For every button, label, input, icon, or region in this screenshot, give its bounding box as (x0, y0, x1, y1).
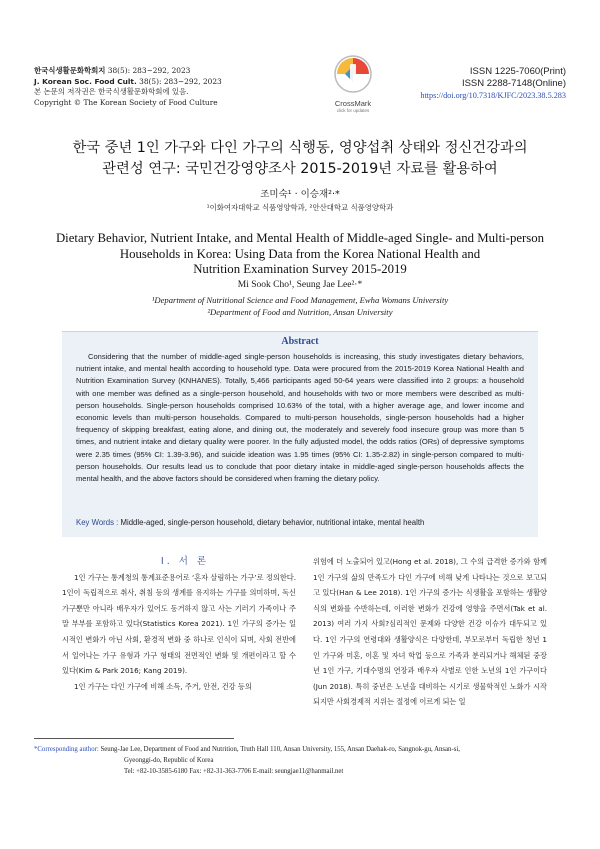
keywords-list: Middle-aged, single-person household, dietary behavior, nutritional intake, mental health (118, 518, 425, 527)
crossmark-icon (333, 54, 373, 94)
title-korean-line-2: 관련성 연구: 국민건강영양조사 2015-2019년 자료를 활용하여 (102, 161, 498, 177)
title-english-line-1: Dietary Behavior, Nutrient Intake, and Mental Health of Middle-aged Single- and Multi-person (55, 231, 545, 245)
corresponding-author-footnote (34, 744, 566, 778)
crossmark-label: CrossMark (334, 99, 372, 108)
footnote-label: *Corresponding author: (34, 746, 99, 753)
footnote-divider (34, 738, 234, 739)
title-english-line-3: Nutrition Examination Survey 2015-2019 (193, 262, 407, 276)
footnote-line-2: Gyeonggi-do, Republic of Korea (124, 757, 214, 765)
copyright-ko: 본 논문의 저작권은 한국식생활문화학회에 있음. (34, 87, 189, 96)
title-english (40, 231, 560, 278)
journal-info (34, 66, 222, 108)
title-english-line-2: Households in Korea: Using Data from the Korea National Health and (119, 246, 481, 261)
body-paragraph: 1인 가구는 다인 가구에 비해 소득, 주거, 안전, 건강 등의 (74, 681, 252, 691)
journal-name-en: J. Korean Soc. Food Cult. (34, 76, 137, 86)
journal-citation-ko (34, 66, 222, 77)
keywords (76, 518, 536, 527)
abstract-text: Considering that the number of middle-aged single-person households is increasing, this study investigates dietary behaviors, nutrient intake, and mental health according to household type. Data were procured from the 2015-2019 Korea National Health and Nutrition Examination Survey (KNHANES). Totally, 5,466 participants aged 50-64 years were classified into 2 groups: a household with one member was defined as a single-person household, and households with two or more members were described as multi-person households. Single-person households comprised 10.63% of the total, with a higher average age, and lower income and economic levels than multi-person households. Compared to multi-person households, single-person households had a higher frequency of skipping breakfast, eating alone, and dining out, the moderately and severely food insecure group was more than 5 times, and nutrient intake and dietary quality were poorer. In the fully adjusted model, the odds ratios (ORs) of depressive symptoms were 2.35 times (95% CI: 1.39-3.96), and suicide ideation was 1.95 times (95% CI: 1.35-2.82) in single-person compared to multi-person households. Our results lead us to conclude that poor dietary intake in middle-aged single-person households affects the mental health, and the above factors should be considered when framing the dietary policy. (76, 352, 524, 484)
footnote-address: Seung-Jae Lee, Department of Food and Nutrition, Truth Hall 110, Ansan University, 155, Ansan Daehak-ro, Sangnok-gu, Ansan-si, (98, 746, 460, 753)
crossmark-sublabel: click for updates (336, 108, 370, 113)
journal-citation-en (34, 77, 222, 88)
issn-print: ISSN 1225-7060(Print) (469, 66, 566, 77)
affiliations-english (0, 295, 600, 318)
body-column-right (313, 554, 547, 710)
affiliations-korean: ¹이화여자대학교 식품영양학과, ²안산대학교 식품영양학과 (206, 203, 394, 212)
journal-ref-en: 38(5): 283~292, 2023 (136, 76, 222, 86)
title-korean-line-1: 한국 중년 1인 가구와 다인 가구의 식행동, 영양섭취 상태와 정신건강과의 (72, 140, 528, 156)
footnote-contact: Tel: +82-10-3585-6180 Fax: +82-31-363-7706 E-mail: seungjae11@hanmail.net (124, 768, 344, 776)
issn-block (420, 66, 566, 102)
doi-link[interactable]: https://doi.org/10.7318/KJFC/2023.38.5.283 (420, 91, 566, 100)
affiliation-english-2: ²Department of Food and Nutrition, Ansan University (207, 306, 393, 317)
footnote-line-1 (34, 744, 566, 755)
body-column-left (62, 554, 296, 694)
section-heading-introduction: Ⅰ. 서 론 (160, 556, 210, 567)
authors-korean: 조미숙¹ · 이승재²·* (260, 189, 340, 200)
body-paragraph: 위험에 더 노출되어 있고(Hong et al. 2018), 그 수의 급격한 증가와 함께 1인 가구의 삶의 만족도가 다인 가구에 비해 낮게 나타나는 것으로 보고되고 있다(Han & Lee 2018). 1인 가구의 증가는 식생활을 포함하는 생활양식의 변화를 수반하는데, 이러한 변화가 건강에 영향을 주면서(Tak et al. 2013) 여러 가지 사회?심리적인 문제와 다양한 건강 이슈가 대두되고 있다. 1인 가구의 연령대와 생활양식은 다양한데, 부모로부터 독립한 청년 1인 가구와 미혼, 이혼 및 자녀 학업 등으로 가족과 분리되거나 해체된 중장년 1인 가구, 기대수명의 연장과 배우자 사별로 인한 노년의 1인 가구이다(Jun 2018). 특히 중년은 노년을 대비하는 시기로 생물학적인 노화가 시작되지만 사회경제적 지위는 절정에 이르게 되는 일 (313, 557, 547, 707)
authors-english: Mi Sook Cho¹, Seung Jae Lee²·* (237, 280, 363, 290)
keywords-label: Key Words : (76, 518, 119, 527)
copyright-en: Copyright © The Korean Society of Food Culture (34, 97, 218, 107)
journal-ref-ko: 38(5): 283~292, 2023 (105, 66, 191, 75)
issn-online: ISSN 2288-7148(Online) (461, 78, 566, 89)
crossmark-badge[interactable] (323, 54, 383, 113)
body-paragraph: 1인 가구는 통계청의 통계표준용어로 ‘혼자 살림하는 가구’로 정의한다. 1인이 독립적으로 취사, 취침 등의 생계를 유지하는 가구를 의미하며, 독신 가구뿐만 아니라 배우자가 있어도 동거하지 않고 사는 기러기 가족이나 주말 부부를 포함하고 있다(Statistics Korea 2021). 1인 가구의 증가는 일시적인 변화가 아닌 사회, 환경적 변화 중 하나로 인식이 되며, 사회 전반에서 일어나는 가구 유형과 가구 형태의 전면적인 변화 및 개편이라고 할 수 있다(Kim & Park 2016; Kang 2019). (62, 572, 296, 676)
journal-name-ko: 한국식생활문화학회지 (34, 66, 106, 75)
title-korean (0, 138, 600, 180)
affiliation-english-1: ¹Department of Nutritional Science and Food Management, Ewha Womans University (151, 295, 449, 305)
abstract-heading: Abstract (281, 336, 319, 347)
